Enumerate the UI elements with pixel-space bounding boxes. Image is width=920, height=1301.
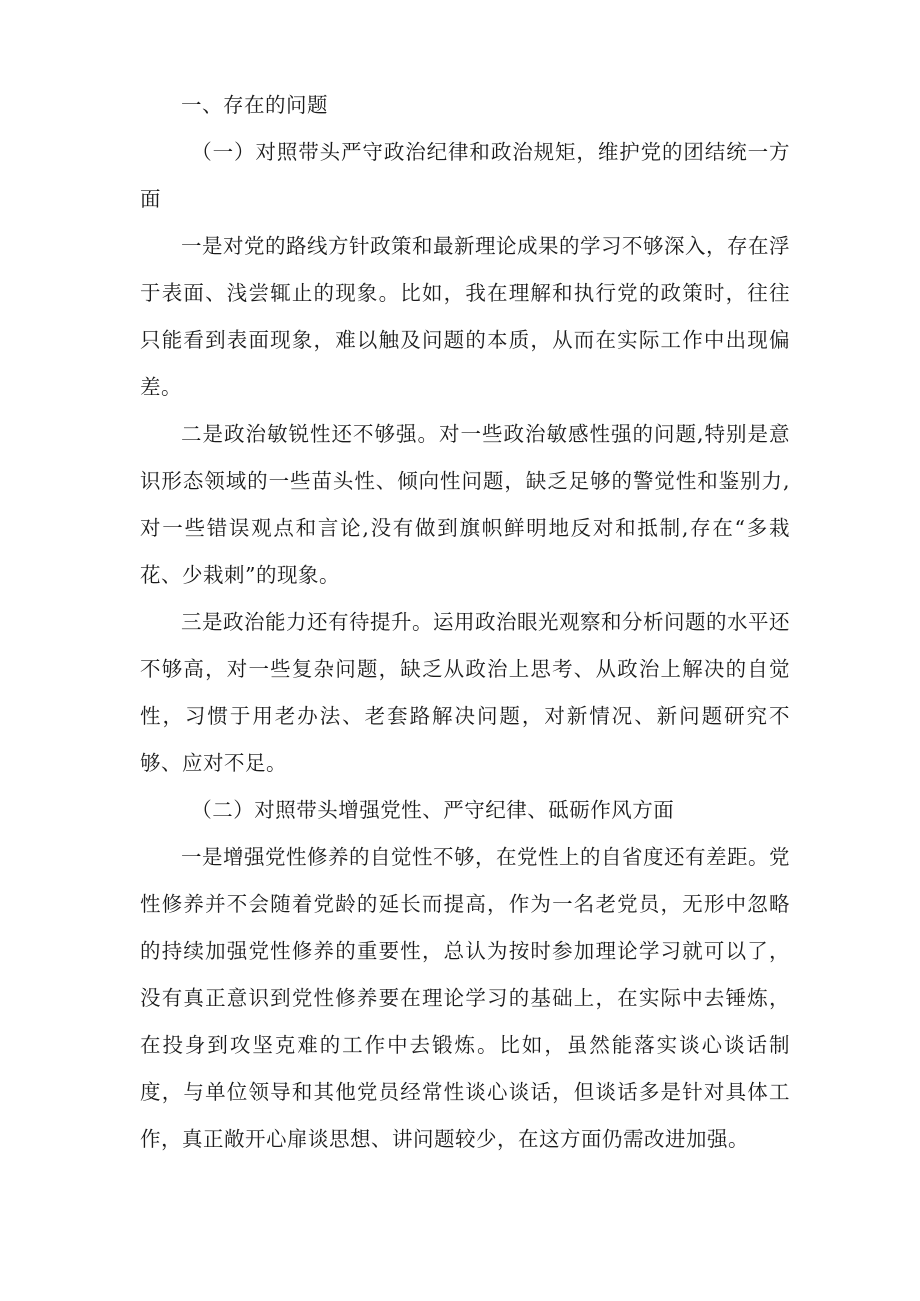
paragraph: 一是对党的路线方针政策和最新理论成果的学习不够深入，存在浮于表面、浅尝辄止的现象。比如，我在理解和执行党的政策时，往往只能看到表面现象，难以触及问题的本质，从而在实际工作中出现偏差。 xyxy=(140,234,790,399)
paragraph: 二是政治敏锐性还不够强。对一些政治敏感性强的问题,特别是意识形态领域的一些苗头性、倾向性问题，缺乏足够的警觉性和鉴别力,对一些错误观点和言论,没有做到旗帜鲜明地反对和抵制,存在“多栽花、少栽刺”的现象。 xyxy=(140,422,790,587)
paragraph: 三是政治能力还有待提升。运用政治眼光观察和分析问题的水平还不够高，对一些复杂问题，缺乏从政治上思考、从政治上解决的自觉性，习惯于用老办法、老套路解决问题，对新情况、新问题研究不够、应对不足。 xyxy=(140,610,790,775)
subsection-heading-1: （一）对照带头严守政治纪律和政治规矩，维护党的团结统一方面 xyxy=(140,140,790,211)
document-body xyxy=(140,82,790,1163)
section-heading: 一、存在的问题 xyxy=(181,93,328,117)
subsection-heading-2: （二）对照带头增强党性、严守纪律、砥砺作风方面 xyxy=(191,798,675,822)
paragraph: 一是增强党性修养的自觉性不够，在党性上的自省度还有差距。党性修养并不会随着党龄的延长而提高，作为一名老党员，无形中忽略的持续加强党性修养的重要性，总认为按时参加理论学习就可以了，没有真正意识到党性修养要在理论学习的基础上，在实际中去锤炼，在投身到攻坚克难的工作中去锻炼。比如，虽然能落实谈心谈话制度，与单位领导和其他党员经常性谈心谈话，但谈话多是针对具体工作，真正敞开心扉谈思想、讲问题较少，在这方面仍需改进加强。 xyxy=(140,845,790,1151)
